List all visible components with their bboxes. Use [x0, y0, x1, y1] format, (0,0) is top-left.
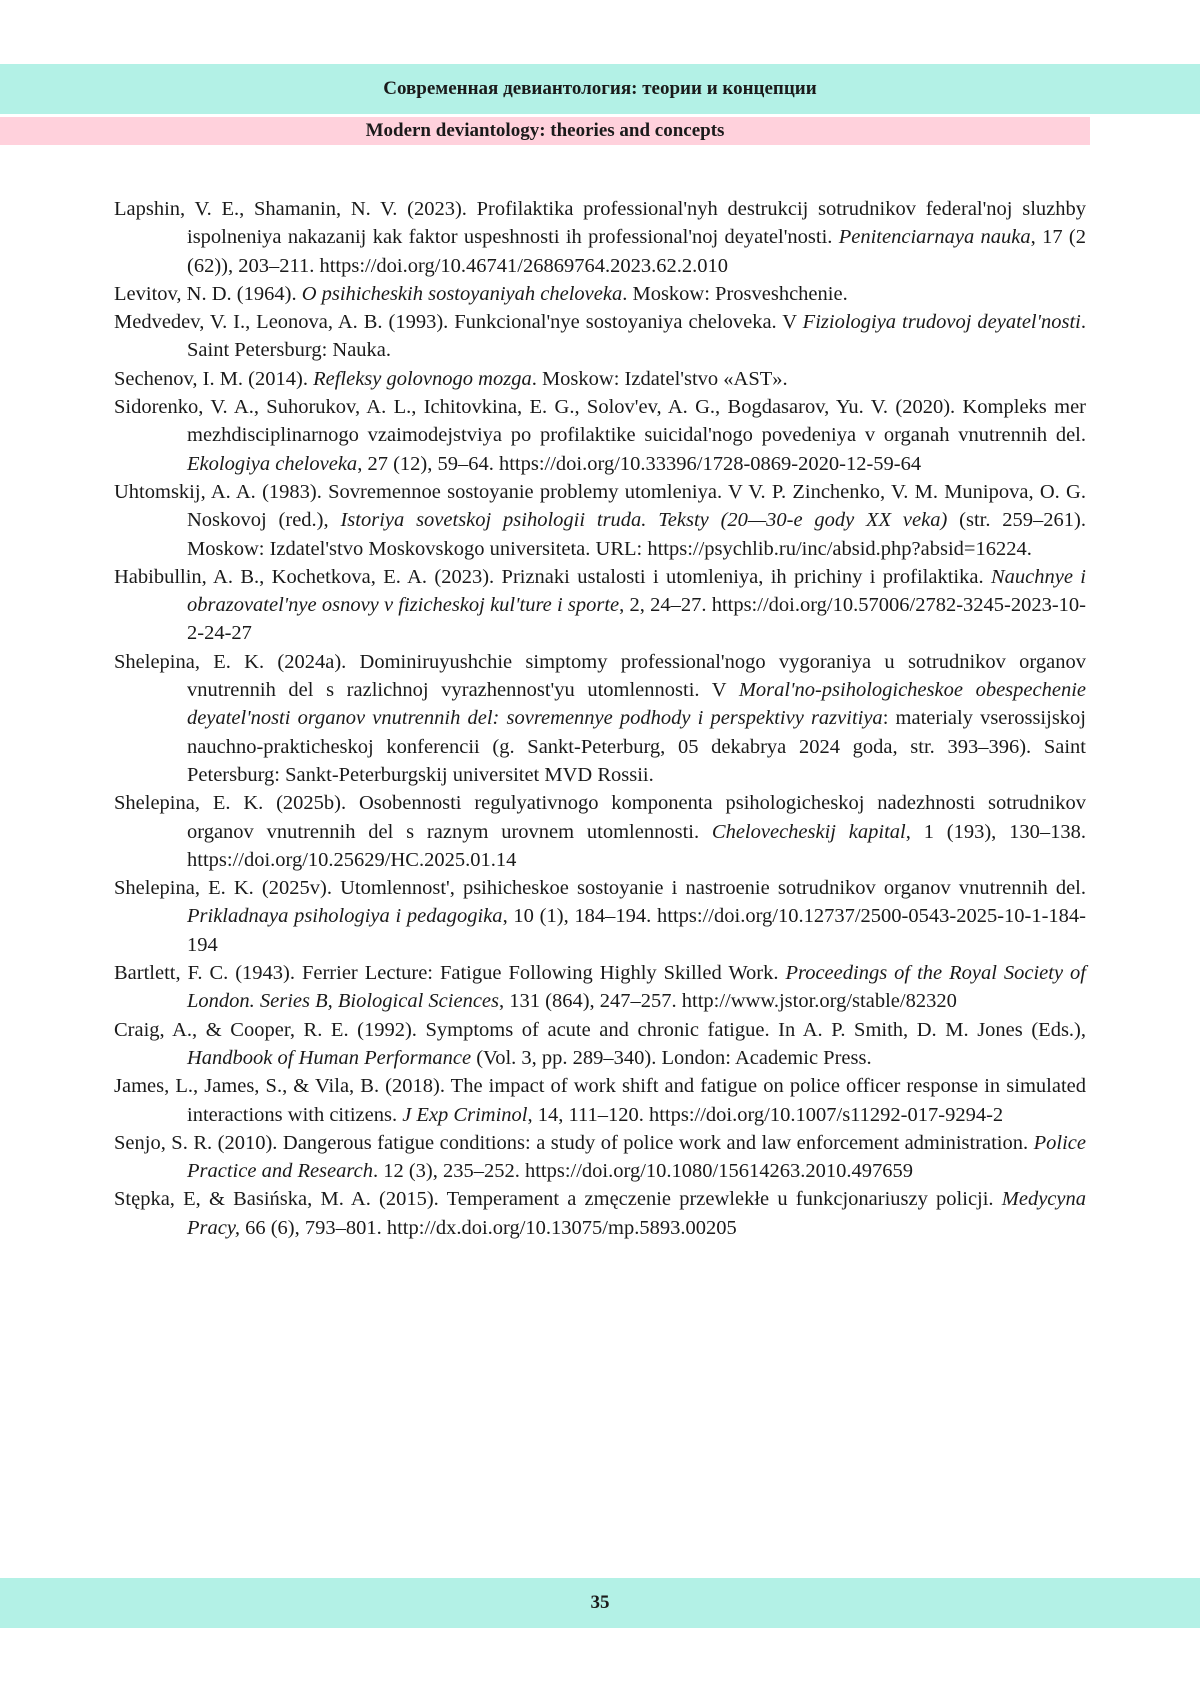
reference-list	[114, 195, 1086, 1242]
reference-item: Craig, A., & Cooper, R. E. (1992). Symptoms of acute and chronic fatigue. In A. P. Smith, D. M. Jones (Eds.), Handbook of Human Performance (Vol. 3, pp. 289–340). London: Academic Press.	[114, 1018, 1086, 1069]
reference-item: Shelepina, E. K. (2025v). Utomlennost', psihicheskoe sostoyanie i nastroenie sotrudnikov organov vnutrennih del. Prikladnaya psihologiya i pedagogika, 10 (1), 184–194. https://doi.org/10.12737/2500-0543-2025-10-1-184-194	[114, 877, 1086, 956]
reference-item: Habibullin, A. B., Kochetkova, E. A. (2023). Priznaki ustalosti i utomleniya, ih prichiny i profilaktika. Nauchnye i obrazovatel'nye osnovy v fizicheskoj kul'ture i sporte, 2, 24–27. https://doi.org/10.57006/2782-3245-2023-10-2-24-27	[114, 565, 1086, 645]
header-band-english	[0, 117, 1090, 145]
page-number: 35	[590, 1592, 610, 1613]
journal-section-title-en: Modern deviantology: theories and concepts	[365, 120, 725, 141]
reference-item: Medvedev, V. I., Leonova, A. B. (1993). Funkcional'nye sostoyaniya cheloveka. V Fiziologiya trudovoj deyatel'nosti. Saint Petersburg: Nauka.	[114, 311, 1087, 362]
reference-item: Bartlett, F. C. (1943). Ferrier Lecture: Fatigue Following Highly Skilled Work. Proceedings of the Royal Society of London. Series B, Biological Sciences, 131 (864), 247–257. http://www.jstor.org/stable/82320	[114, 962, 1086, 1013]
footer-band	[0, 1578, 1200, 1628]
reference-item: Senjo, S. R. (2010). Dangerous fatigue conditions: a study of police work and law enforcement administration. Police Practice and Research. 12 (3), 235–252. https://doi.org/10.1080/15614263.2010.497659	[114, 1131, 1086, 1183]
reference-item: Sechenov, I. M. (2014). Refleksy golovnogo mozga. Moskow: Izdatel'stvo «AST».	[114, 367, 788, 390]
reference-item: Lapshin, V. E., Shamanin, N. V. (2023). Profilaktika professional'nyh destrukcij sotrudnikov federal'noj sluzhby ispolneniya nakazanij kak faktor uspeshnosti ih professional'noj deyatel'nosti. Penitenciarnaya nauka, 17 (2 (62)), 203–211. https://doi.org/10.46741/26869764.2023.62.2.010	[114, 198, 1086, 277]
journal-section-title-ru: Современная девиантология: теории и концепции	[383, 78, 817, 99]
header-band-russian	[0, 64, 1200, 114]
reference-item: Shelepina, E. K. (2025b). Osobennosti regulyativnogo komponenta psihologicheskoj nadezhnosti sotrudnikov organov vnutrennih del s raznym urovnem utomlennosti. Chelovecheskij kapital, 1 (193), 130–138. https://doi.org/10.25629/HC.2025.01.14	[114, 792, 1086, 871]
reference-item: Stępka, E, & Basińska, M. A. (2015). Temperament a zmęczenie przewlekłe u funkcjonariuszy policji. Medycyna Pracy, 66 (6), 793–801. http://dx.doi.org/10.13075/mp.5893.00205	[114, 1188, 1086, 1239]
reference-item: Uhtomskij, A. A. (1983). Sovremennoe sostoyanie problemy utomleniya. V V. P. Zinchenko, V. M. Munipova, O. G. Noskovoj (red.), Istoriya sovetskoj psihologii truda. Teksty (20—30-e gody XX veka) (str. 259–261). Moskow: Izdatel'stvo Moskovskogo universiteta. URL: https://psychlib.ru/inc/absid.php?absid=16224.	[114, 480, 1086, 560]
reference-item: Levitov, N. D. (1964). O psihicheskih sostoyaniyah cheloveka. Moskow: Prosveshchenie.	[114, 282, 848, 305]
reference-item: Shelepina, E. K. (2024a). Dominiruyushchie simptomy professional'nogo vygoraniya u sotrudnikov organov vnutrennih del s razlichnoj vyrazhennost'yu utomlennosti. V Moral'no-psihologicheskoe obespechenie deyatel'nosti organov vnutrennih del: sovremennye podhody i perspektivy razvitiya: materialy vserossijskoj nauchno-prakticheskoj konferencii (g. Sankt-Peterburg, 05 dekabrya 2024 goda, str. 393–396). Saint Petersburg: Sankt-Peterburgskij universitet MVD Rossii.	[114, 650, 1086, 786]
reference-item: Sidorenko, V. A., Suhorukov, A. L., Ichitovkina, E. G., Solov'ev, A. G., Bogdasarov, Yu. V. (2020). Kompleks mer mezhdisciplinarnogo vzaimodejstviya po profilaktike suicidal'nogo povedeniya v organah vnutrennih del. Ekologiya cheloveka, 27 (12), 59–64. https://doi.org/10.33396/1728-0869-2020-12-59-64	[114, 396, 1086, 475]
reference-item: James, L., James, S., & Vila, B. (2018). The impact of work shift and fatigue on police officer response in simulated interactions with citizens. J Exp Criminol, 14, 111–120. https://doi.org/10.1007/s11292-017-9294-2	[114, 1075, 1086, 1126]
